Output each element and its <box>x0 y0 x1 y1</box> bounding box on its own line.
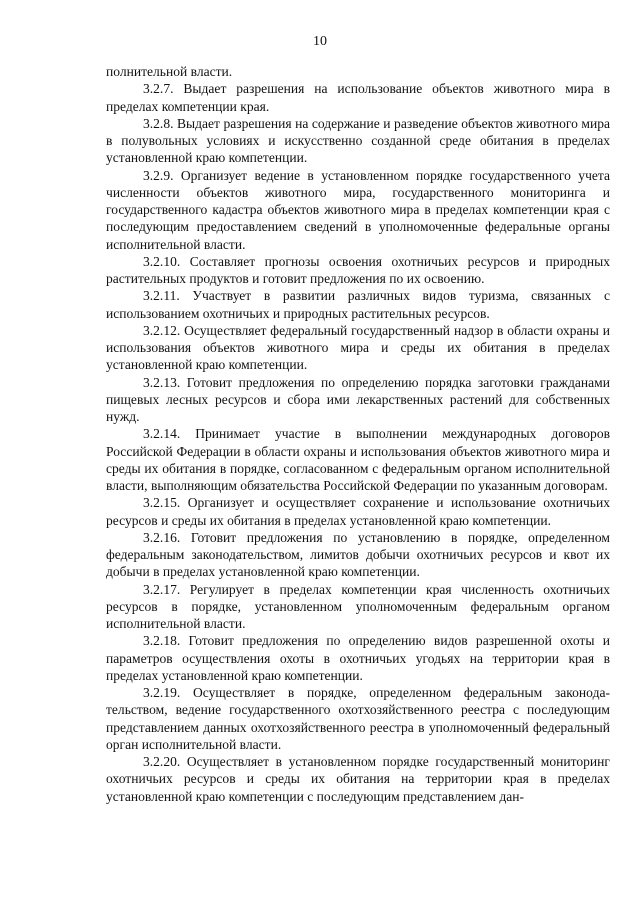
paragraph: 3.2.19. Осуществляет в порядке, определенном федеральным законодательством, ведение государственного охотхозяйственного реестра с последующим представлением данных охотхозяйственного реестра в уполномоченный федеральный орган исполнительной власти. <box>106 685 610 752</box>
paragraph: 3.2.7. Выдает разрешения на использование объектов животного мира в пределах компетенции края. <box>106 81 610 114</box>
paragraph-continuation: полнительной власти. <box>106 64 233 79</box>
paragraph: 3.2.11. Участвует в развитии различных видов туризма, связанных с использованием охотничьих и природных растительных ресурсов. <box>106 288 610 321</box>
paragraph: 3.2.15. Организует и осуществляет сохранение и использование охотничьих ресурсов и среды их обитания в пределах установленной краю компетенции. <box>106 495 610 528</box>
paragraph: 3.2.20. Осуществляет в установленном порядке государственный мониторинг охотничьих ресурсов и среды их обитания на территории края в пределах установленной краю компетенции с последующим представлением дан- <box>106 754 610 804</box>
paragraph: 3.2.10. Составляет прогнозы освоения охотничьих ресурсов и природных растительных продуктов и готовит предложения по их освоению. <box>106 253 610 286</box>
paragraph: 3.2.9. Организует ведение в установленном порядке государственного учета численности объектов животного мира, государственного мониторинга и государственного кадастра объектов животного мира в пределах компетенции края с последующим предоставлением сведений в уполномоченные федеральные органы исполнительной власти. <box>106 167 610 252</box>
document-body <box>106 63 610 805</box>
paragraph: 3.2.14. Принимает участие в выполнении международных договоров Российской Федерации в области охраны и использования объектов животного мира и среды их обитания в порядке, согласованном с федеральным органом исполнительной власти, выполняющим обязательства Российской Федерации по указанным договорам. <box>106 426 610 493</box>
paragraph: 3.2.17. Регулирует в пределах компетенции края численность охотничьих ресурсов в порядке, установленном уполномоченным федеральным органом исполнительной власти. <box>106 581 610 631</box>
paragraph: 3.2.18. Готовит предложения по определению видов разрешенной охоты и параметров осуществления охоты в охотничьих угодьях на территории края в пределах установленной краю компетенции. <box>106 633 610 683</box>
page-number: 10 <box>313 34 327 49</box>
paragraph: 3.2.13. Готовит предложения по определению порядка заготовки гражданами пищевых лесных ресурсов и сбора ими лекарственных растений для собственных нужд. <box>106 374 610 424</box>
paragraph: 3.2.12. Осуществляет федеральный государственный надзор в области охраны и использования объектов животного мира и среды их обитания в пределах установленной краю компетенции. <box>106 322 610 373</box>
paragraph: 3.2.16. Готовит предложения по установлению в порядке, определенном федеральным законодательством, лимитов добычи охотничьих ресурсов и квот их добычи в пределах установленной краю компетенции. <box>106 529 610 580</box>
paragraph: 3.2.8. Выдает разрешения на содержание и разведение объектов животного мира в полувольных условиях и искусственно созданной среде обитания в пределах установленной краю компетенции. <box>106 115 610 166</box>
